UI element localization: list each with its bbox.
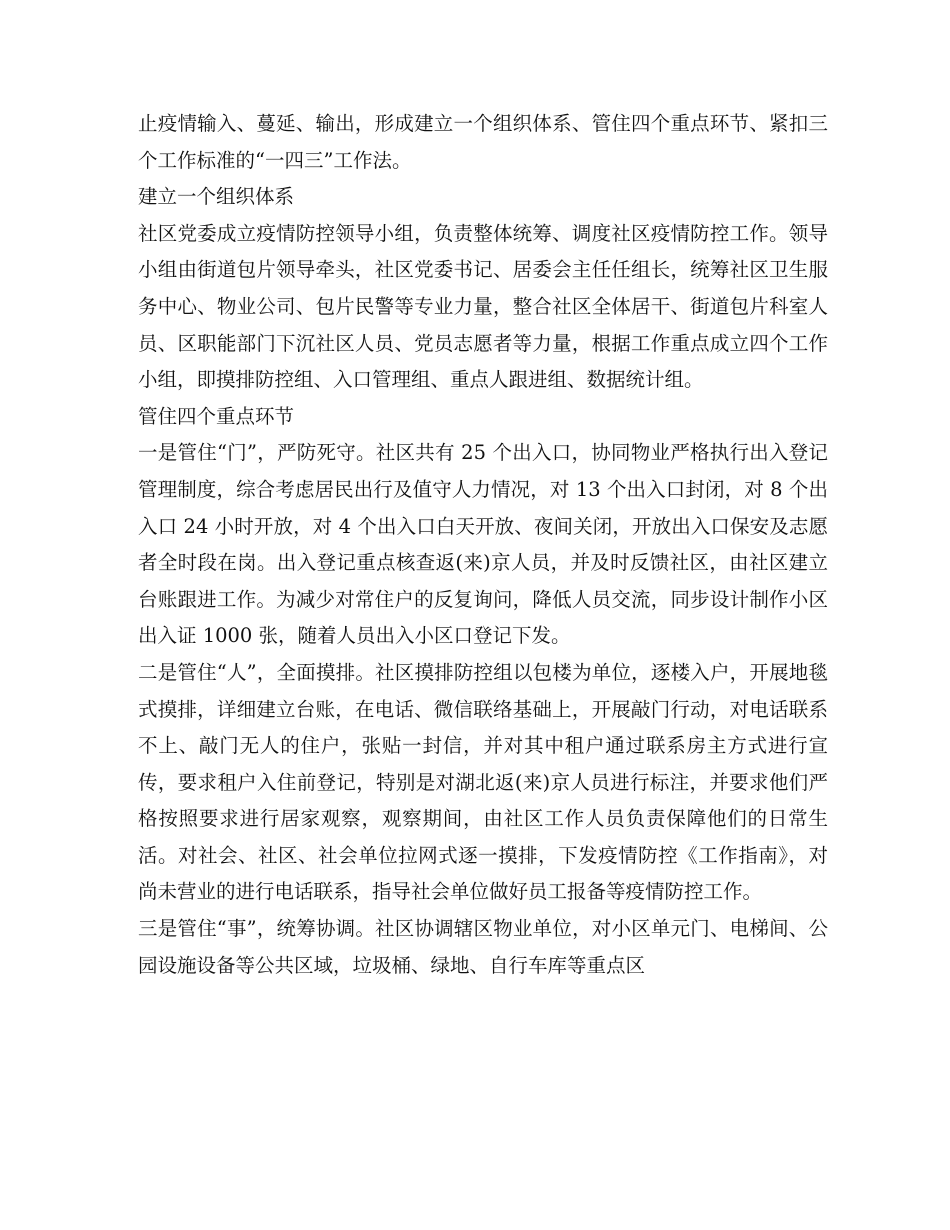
paragraph-intro: 止疫情输入、蔓延、输出，形成建立一个组织体系、管住四个重点环节、紧扣三个工作标准的“一四三”工作法。 <box>138 112 828 172</box>
paragraph-organization: 社区党委成立疫情防控领导小组，负责整体统筹、调度社区疫情防控工作。领导小组由街道包片领导牵头，社区党委书记、居委会主任任组长，统筹社区卫生服务中心、物业公司、包片民警等专业力量，整合社区全体居干、街道包片科室人员、区职能部门下沉社区人员、党员志愿者等力量，根据工作重点成立四个工作小组，即摸排防控组、入口管理组、重点人跟进组、数据统计组。 <box>138 221 828 392</box>
paragraph-people: 二是管住“人”，全面摸排。社区摸排防控组以包楼为单位，逐楼入户，开展地毯式摸排，详细建立台账，在电话、微信联络基础上，开展敲门行动，对电话联系不上、敲门无人的住户，张贴一封信，并对其中租户通过联系房主方式进行宣传，要求租户入住前登记，特别是对湖北返(来)京人员进行标注，并要求他们严格按照要求进行居家观察，观察期间，由社区工作人员负责保障他们的日常生活。对社会、社区、社会单位拉网式逐一摸排，下发疫情防控《工作指南》，对尚未营业的进行电话联系，指导社会单位做好员工报备等疫情防控工作。 <box>138 660 828 904</box>
section-heading-organization: 建立一个组织体系 <box>138 185 295 209</box>
document-page <box>138 106 828 984</box>
paragraph-door: 一是管住“门”，严防死守。社区共有 25 个出入口，协同物业严格执行出入登记管理制度，综合考虑居民出行及值守人力情况，对 13 个出入口封闭，对 8 个出入口 24 小时开放，对 4 个出入口白天开放、夜间关闭，开放出入口保安及志愿者全时段在岗。出入登记重点核查返(来)京人员，并及时反馈社区，由社区建立台账跟进工作。为减少对常住户的反复询问，降低人员交流，同步设计制作小区出入证 1000 张，随着人员出入小区口登记下发。 <box>138 441 828 648</box>
section-heading-key-links: 管住四个重点环节 <box>138 404 295 428</box>
paragraph-affairs: 三是管住“事”，统筹协调。社区协调辖区物业单位，对小区单元门、电梯间、公园设施设备等公共区域，垃圾桶、绿地、自行车库等重点区 <box>138 917 828 977</box>
